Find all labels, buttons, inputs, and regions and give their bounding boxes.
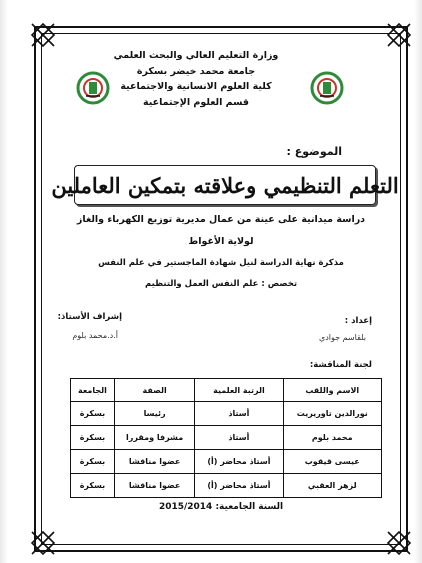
table-row [71,402,382,426]
faculty-line: كلية العلوم الانسانية والاجتماعية [120,81,272,92]
table-cell: بسكرة [71,426,115,450]
table-header-row [71,379,382,402]
study-description-line2: لولاية الأغواط [188,236,254,247]
thesis-title-box [51,165,399,205]
corner-ornament-icon [30,530,56,556]
supervisor-label: إشراف الأستاذ: [57,312,122,322]
table-cell: أستاذ [195,402,283,426]
table-cell: أستاذ محاضر (أ) [195,474,283,498]
table-cell: مشرفا ومقررا [114,426,194,450]
table-row [71,426,382,450]
thesis-note: مذكرة نهاية الدراسة لنيل شهادة الماجستير في علم النفس [98,258,344,268]
table-cell: محمد بلوم [283,426,382,450]
study-description-line1: دراسة ميدانية على عينة من عمال مديرية توزيع الكهرباء والغاز [76,214,366,225]
institution-header [106,48,286,110]
table-cell: بسكرة [71,474,115,498]
ministry-line: وزارة التعليم العالي والبحث العلمي [113,50,279,61]
table-cell: عيسى قيقوب [283,450,382,474]
table-cell: بسكرة [71,450,115,474]
prepared-by-name: بلقاسم جوادي [318,333,366,342]
thesis-specialty: تخصص : علم النفس العمل والتنظيم [144,279,298,289]
table-cell: عضوا مناقشا [114,474,194,498]
university-line: جامعة محمد خيضر بسكرة [136,65,256,77]
committee-label: لجنة المناقشة: [309,360,372,370]
column-header: الجامعة [71,379,115,402]
subject-label: الموضوع : [286,145,342,158]
academic-year: السنة الجامعية: 2015/2014 [158,502,284,512]
corner-ornament-icon [30,22,56,48]
table-cell: نورالدين تاوريريت [283,402,382,426]
table-row [71,474,382,498]
table-cell: عضوا مناقشا [114,450,194,474]
university-logo-icon [76,70,110,106]
table-cell: أستاذ محاضر (أ) [195,450,283,474]
corner-ornament-icon [386,22,412,48]
column-header: الصفة [114,379,194,402]
table-cell: بسكرة [71,402,115,426]
table-cell: أستاذ [195,426,283,450]
table-cell: رئيسا [114,402,194,426]
prepared-by-label: إعداد : [344,316,372,326]
university-logo-icon [310,70,344,106]
table-row [71,450,382,474]
department-line: قسم العلوم الإجتماعية [142,96,250,108]
column-header: الاسم واللقب [283,379,382,402]
supervisor-name: أ.د.محمد بلوم [72,331,118,340]
document-page [10,4,412,556]
column-header: الرتبة العلمية [195,379,283,402]
corner-ornament-icon [386,530,412,556]
committee-table [70,378,382,498]
table-cell: لزهر العقبي [283,474,382,498]
thesis-title: التعلم التنظيمي وعلاقته بتمكين العاملين [51,172,399,198]
